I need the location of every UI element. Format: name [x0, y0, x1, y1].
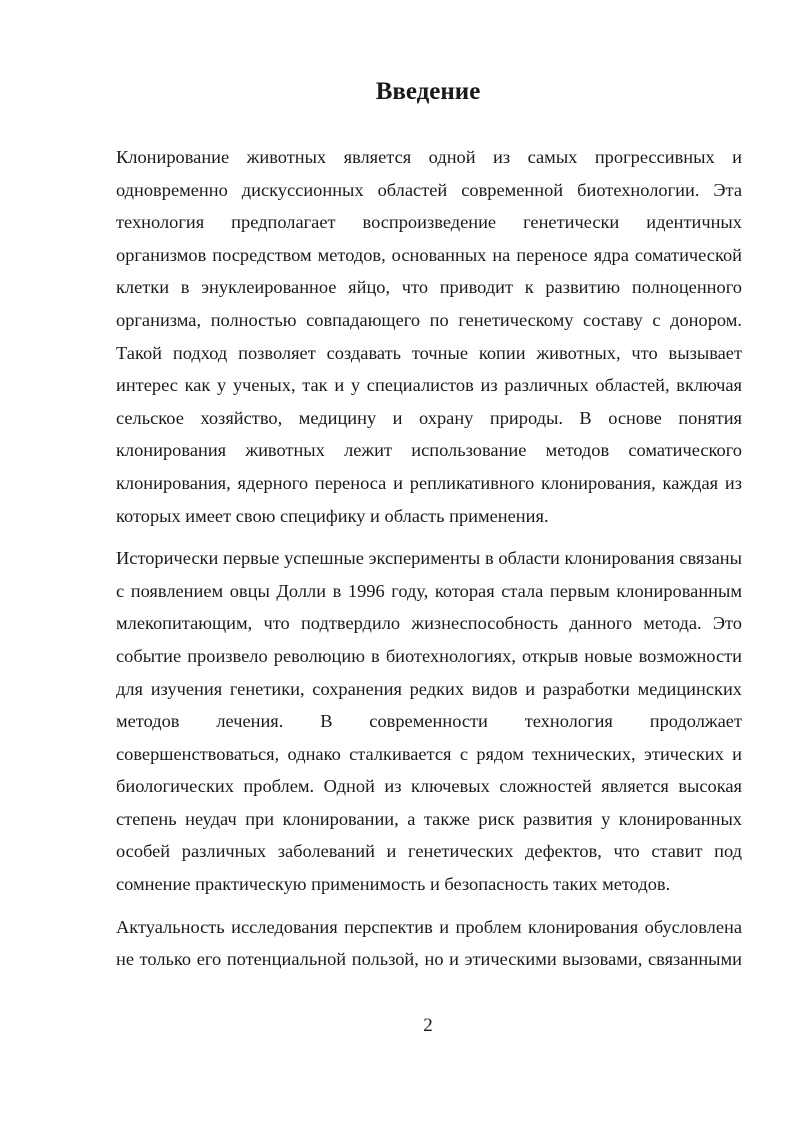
page-number: 2: [423, 1015, 433, 1036]
paragraph-introduction: Клонирование животных является одной из самых прогрессивных и одновременно дискуссионных областей современной биотехнологии. Эта технология предполагает воспроизведение генетически идентичных организмов посредством методов, основанных на переносе ядра соматической клетки в энуклеированное яйцо, что приводит к развитию полноценного организма, полностью совпадающего по генетическому составу с донором. Такой подход позволяет создавать точные копии животных, что вызывает интерес как у ученых, так и у специалистов из различных областей, включая сельское хозяйство, медицину и охрану природы. В основе понятия клонирования животных лежит использование методов соматического клонирования, ядерного переноса и репликативного клонирования, каждая из которых имеет свою специфику и область применения.: [116, 147, 742, 526]
page-title: Введение: [375, 78, 481, 105]
document-body: [116, 141, 742, 986]
paragraph-history: Исторически первые успешные эксперименты в области клонирования связаны с появлением овцы Долли в 1996 году, которая стала первым клонированным млекопитающим, что подтвердило жизнеспособность данного метода. Это событие произвело революцию в биотехнологиях, открыв новые возможности для изучения генетики, сохранения редких видов и разработки медицинских методов лечения. В современности технология продолжает совершенствоваться, однако сталкивается с рядом технических, этических и биологических проблем. Одной из ключевых сложностей является высокая степень неудач при клонировании, а также риск развития у клонированных особей различных заболеваний и генетических дефектов, что ставит под сомнение практическую применимость и безопасность таких методов.: [116, 548, 742, 895]
paragraph-relevance: Актуальность исследования перспектив и проблем клонирования обусловлена не только его потенциальной пользой, но и этическими вызовами, связанными: [116, 916, 742, 970]
